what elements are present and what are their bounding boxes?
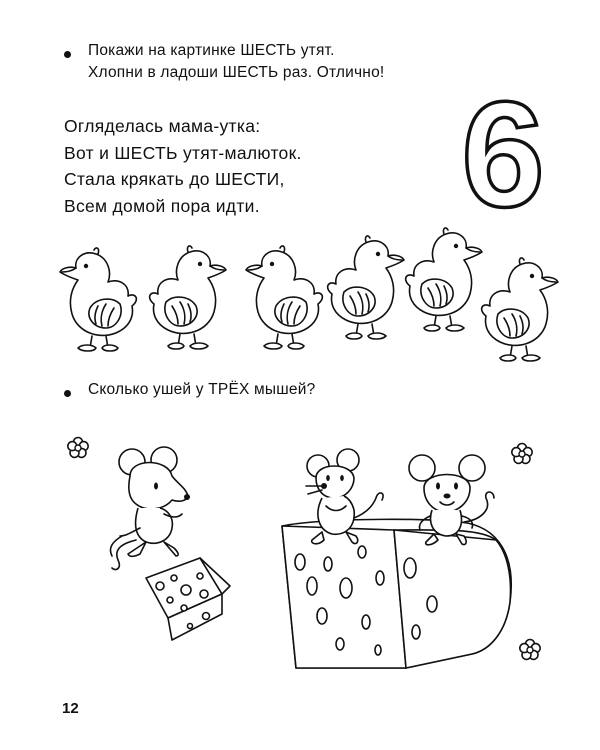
big-number-text: 6 xyxy=(461,70,545,238)
duckling xyxy=(482,258,558,361)
duckling xyxy=(328,236,404,339)
small-cheese xyxy=(146,558,230,640)
task1-line1: Покажи на картинке ШЕСТЬ утят. xyxy=(88,42,335,59)
poem-line: Вот и ШЕСТЬ утят-малюток. xyxy=(64,142,302,163)
poem xyxy=(64,113,302,219)
task1-line2: Хлопни в ладоши ШЕСТЬ раз. Отлично! xyxy=(88,64,385,81)
flower-icon xyxy=(520,640,540,660)
duckling xyxy=(60,248,136,351)
poem-line: Стала крякать до ШЕСТИ, xyxy=(64,169,285,189)
bullet-icon xyxy=(64,390,71,397)
duckling xyxy=(406,228,482,331)
task2-text: Сколько ушей у ТРЁХ мышей? xyxy=(88,381,316,398)
mouse-left xyxy=(112,447,190,570)
poem-line: Огляделась мама-утка: xyxy=(64,116,261,136)
duckling xyxy=(246,246,322,349)
duckling xyxy=(150,246,226,349)
ducklings-illustration xyxy=(56,220,536,360)
page-number: 12 xyxy=(62,700,79,717)
flower-icon xyxy=(68,438,88,458)
flower-icon xyxy=(512,444,532,464)
poem-line: Всем домой пора идти. xyxy=(64,195,260,216)
mice-on-cheese-illustration xyxy=(60,418,560,678)
big-number-six xyxy=(448,70,558,238)
bullet-icon xyxy=(64,51,71,58)
